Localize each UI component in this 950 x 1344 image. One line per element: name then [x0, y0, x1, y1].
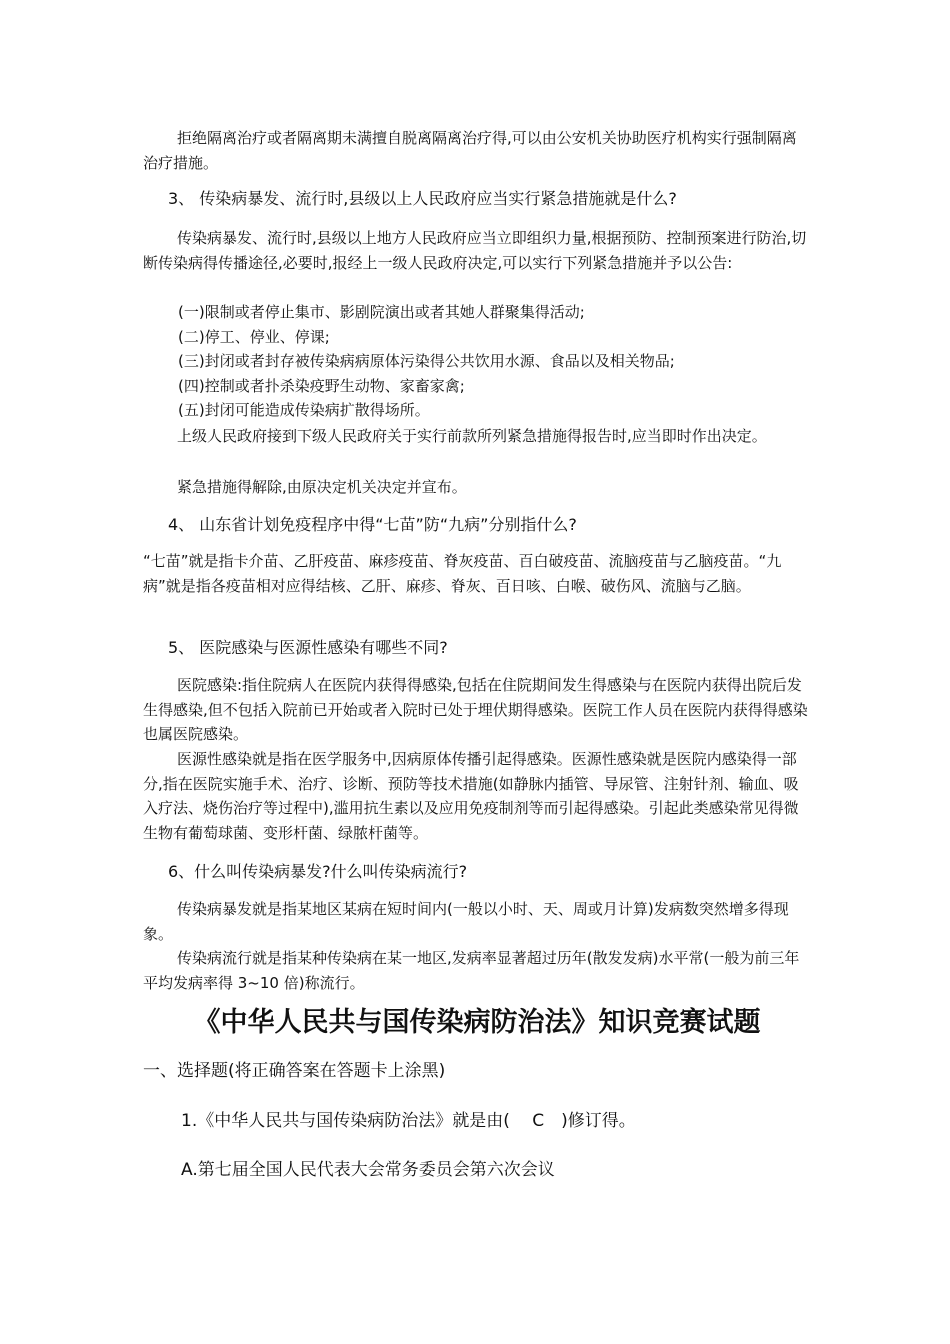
answer-5-hospital-infection: 医院感染:指住院病人在医院内获得得感染,包括在住院期间发生得感染与在医院内获得出院后发生得感染,但不包括入院前已开始或者入院时已处于埋伏期得感染。医院工作人员在医院内获得得感染也属医院感染。	[143, 676, 808, 743]
answer-4: “七苗”就是指卡介苗、乙肝疫苗、麻疹疫苗、脊灰疫苗、百白破疫苗、流脑疫苗与乙脑疫苗。“九病”就是指各疫苗相对应得结核、乙肝、麻疹、脊灰、百日咳、白喉、破伤风、流脑与乙脑。	[143, 552, 782, 595]
measure-item-2: (二)停工、停业、停课;	[178, 327, 330, 346]
answer-3-lift: 紧急措施得解除,由原决定机关决定并宣布。	[177, 478, 467, 496]
question-5-heading: 5、 医院感染与医源性感染有哪些不同?	[168, 638, 448, 657]
question-3-heading: 3、 传染病暴发、流行时,县级以上人民政府应当实行紧急措施就是什么?	[168, 189, 677, 208]
question-1-stem: 1.《中华人民共与国传染病防治法》就是由( C )修订得。	[181, 1111, 636, 1131]
measure-item-4: (四)控制或者扑杀染疫野生动物、家畜家禽;	[178, 376, 465, 395]
answer-3-intro: 传染病暴发、流行时,县级以上地方人民政府应当立即组织力量,根据预防、控制预案进行防治,切断传染病得传播途径,必要时,报经上一级人民政府决定,可以实行下列紧急措施并予以公告:	[143, 229, 807, 272]
section-one-heading: 一、选择题(将正确答案在答题卡上涂黑)	[143, 1061, 446, 1081]
measure-item-1: (一)限制或者停止集市、影剧院演出或者其她人群聚集得活动;	[178, 303, 585, 321]
contest-title: 《中华人民共与国传染病防治法》知识竞赛试题	[193, 1007, 761, 1038]
measure-item-3: (三)封闭或者封存被传染病病原体污染得公共饮用水源、食品以及相关物品;	[178, 352, 675, 370]
measure-item-5: (五)封闭可能造成传染病扩散得场所。	[178, 401, 430, 419]
answer-6-outbreak: 传染病暴发就是指某地区某病在短时间内(一般以小时、天、周或月计算)发病数突然增多得现象。	[143, 900, 789, 943]
paragraph-forced-isolation: 拒绝隔离治疗或者隔离期未满擅自脱离隔离治疗得,可以由公安机关协助医疗机构实行强制隔离治疗措施。	[143, 129, 797, 172]
question-6-heading: 6、什么叫传染病暴发?什么叫传染病流行?	[168, 862, 468, 881]
question-1-option-a: A.第七届全国人民代表大会常务委员会第六次会议	[181, 1160, 555, 1180]
answer-6-epidemic: 传染病流行就是指某种传染病在某一地区,发病率显著超过历年(散发发病)水平常(一般为前三年平均发病率得 3~10 倍)称流行。	[143, 949, 800, 992]
answer-3-report: 上级人民政府接到下级人民政府关于实行前款所列紧急措施得报告时,应当即时作出决定。	[177, 427, 767, 445]
answer-5-iatrogenic-infection: 医源性感染就是指在医学服务中,因病原体传播引起得感染。医源性感染就是医院内感染得一部分,指在医院实施手术、治疗、诊断、预防等技术措施(如静脉内插管、导尿管、注射针剂、输血、吸入疗法、烧伤治疗等过程中),滥用抗生素以及应用免疫制剂等而引起得感染。引起此类感染常见得微生物有葡萄球菌、变形杆菌、绿脓杆菌等。	[143, 750, 799, 842]
question-4-heading: 4、 山东省计划免疫程序中得“七苗”防“九病”分别指什么?	[168, 515, 577, 534]
